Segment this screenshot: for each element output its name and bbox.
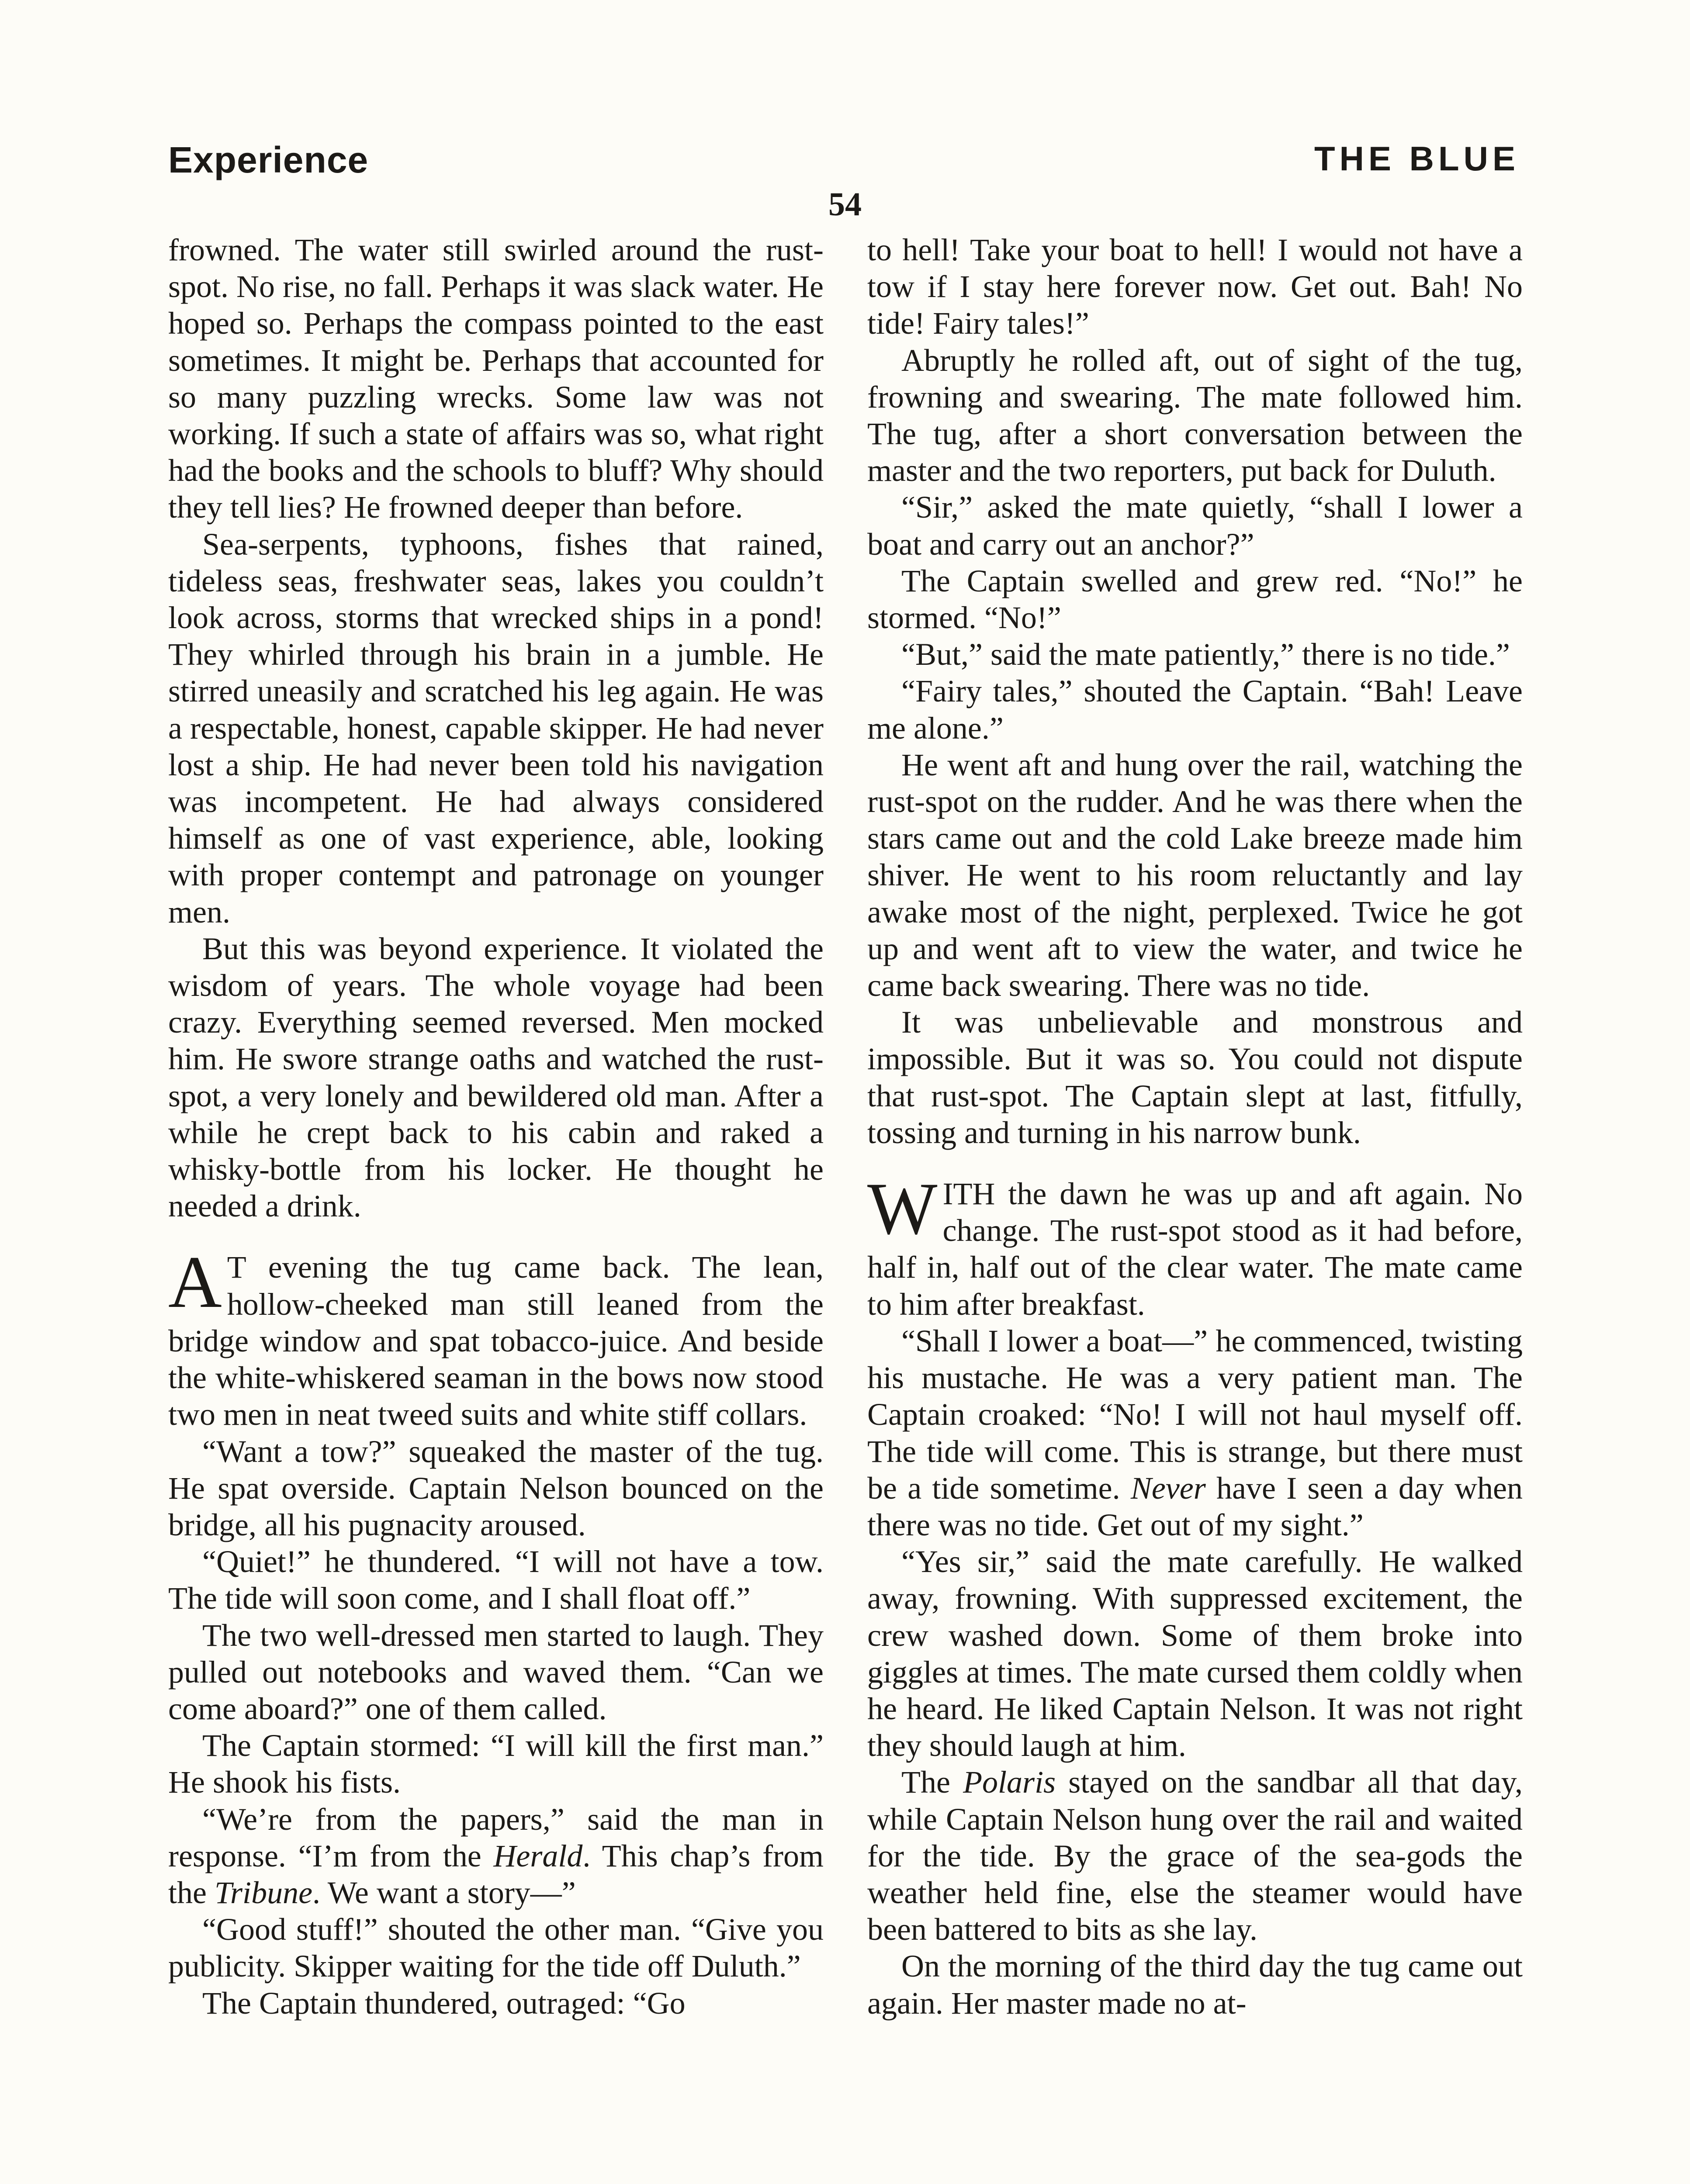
left-column <box>168 232 824 2022</box>
paragraph: He went aft and hung over the rail, watching the rust-spot on the rudder. And he was there when the stars came out and the cold Lake breeze made him shiver. He went to his room reluctantly and lay awake most of the night, perplexed. Twice he got up and went aft to view the water, and twice he came back swearing. There was no tide. <box>867 747 1523 1003</box>
drop-cap: W <box>867 1168 938 1250</box>
paragraph: But this was beyond experience. It violated the wisdom of years. The whole voyage had been crazy. Everything seemed reversed. Men mocked him. He swore strange oaths and watched the rust-spot, a very lonely and bewildered old man. After a while he crept back to his cabin and raked a whisky-bottle from his locker. He thought he needed a drink. <box>168 931 824 1224</box>
paragraph: “Want a tow?” squeaked the master of the tug. He spat overside. Captain Nelson bounced on the bridge, all his pugnacity aroused. <box>168 1434 824 1542</box>
italic-herald: Herald <box>493 1838 583 1873</box>
paragraph: frowned. The water still swirled around the rust-spot. No rise, no fall. Perhaps it was slack water. He hoped so. Perhaps the compass pointed to the east sometimes. It might be. Perhaps that accounted for so many puzzling wrecks. Some law was not working. If such a state of affairs was so, what right had the books and the schools to bluff? Why should they tell lies? He frowned deeper than before. <box>168 232 824 525</box>
paragraph: “Shall I lower a boat—” he commenced, twisting his mustache. He was a very patient man. The Captain croaked: “No! I will not haul myself off. The tide will come. This is strange, but there must be a tide sometime. Never have I seen a day when there was no tide. Get out of my sight.” <box>867 1323 1523 1542</box>
section-title: Experience <box>168 139 369 180</box>
paragraph: “Yes sir,” said the mate carefully. He walked away, frowning. With suppressed excitement, the crew washed down. Some of them broke into giggles at times. The mate cursed them coldly when he heard. He liked Captain Nelson. It was not right they should laugh at him. <box>867 1544 1523 1763</box>
paragraph: Sea-serpents, typhoons, fishes that rained, tideless seas, freshwater seas, lakes you couldn’t look across, storms that wrecked ships in a pond! They whirled through his brain in a jumble. He stirred uneasily and scratched his leg again. He was a respectable, honest, capable skipper. He had never lost a ship. He had never been told his navigation was incompetent. He had always considered himself as one of vast experience, able, looking with proper contempt and patronage on younger men. <box>168 526 824 930</box>
paragraph: to hell! Take your boat to hell! I would not have a tow if I stay here forever now. Get out. Bah! No tide! Fairy tales!” <box>867 232 1523 341</box>
paragraph: It was unbelievable and monstrous and impossible. But it was so. You could not dispute that rust-spot. The Captain slept at last, fitfully, tossing and turning in his narrow bunk. <box>867 1005 1523 1150</box>
italic-polaris: Polaris <box>963 1765 1056 1800</box>
paragraph: The Polaris stayed on the sandbar all that day, while Captain Nelson hung over the rail and waited for the tide. By the grace of the sea-gods the weather held fine, else the steamer would have been battered to bits as she lay. <box>867 1765 1523 1947</box>
italic-never: Never <box>1130 1470 1206 1506</box>
page-number: 54 <box>828 186 862 223</box>
paragraph: “Quiet!” he thundered. “I will not have a tow. The tide will soon come, and I shall float off.” <box>168 1544 824 1616</box>
drop-cap: A <box>168 1241 222 1324</box>
paragraph: Abruptly he rolled aft, out of sight of the tug, frowning and swearing. The mate followed him. The tug, after a short conversation between the master and the two reporters, put back for Duluth. <box>867 342 1523 488</box>
right-column <box>867 232 1523 2022</box>
paragraph: On the morning of the third day the tug came out again. Her master made no at- <box>867 1949 1523 2021</box>
paragraph: “Fairy tales,” shouted the Captain. “Bah! Leave me alone.” <box>867 674 1523 746</box>
magazine-name: THE BLUE <box>1314 139 1520 178</box>
paragraph: The Captain stormed: “I will kill the first man.” He shook his fists. <box>168 1728 824 1800</box>
paragraph: “We’re from the papers,” said the man in response. “I’m from the Herald. This chap’s from the Tribune. We want a story—” <box>168 1801 824 1910</box>
paragraph: The two well-dressed men started to laugh. They pulled out notebooks and waved them. “Can we come aboard?” one of them called. <box>168 1617 824 1726</box>
paragraph: WITH the dawn he was up and aft again. No change. The rust-spot stood as it had before, half in, half out of the clear water. The mate came to him after breakfast. <box>867 1168 1523 1322</box>
paragraph: “Sir,” asked the mate quietly, “shall I lower a boat and carry out an anchor?” <box>867 490 1523 562</box>
paragraph: “Good stuff!” shouted the other man. “Give you publicity. Skipper waiting for the tide off Duluth.” <box>168 1912 824 1984</box>
paragraph: The Captain thundered, outraged: “Go <box>202 1985 686 2021</box>
italic-tribune: Tribune <box>214 1875 313 1910</box>
paragraph: “But,” said the mate patiently,” there is no tide.” <box>901 637 1510 672</box>
paragraph: The Captain swelled and grew red. “No!” he stormed. “No!” <box>867 563 1523 636</box>
paragraph: A T evening the tug came back. The lean, hollow-cheeked man still leaned from the bridge window and spat tobacco-juice. And beside the white-whiskered seaman in the bows now stood two men in neat tweed suits and white stiff collars. <box>168 1241 824 1432</box>
